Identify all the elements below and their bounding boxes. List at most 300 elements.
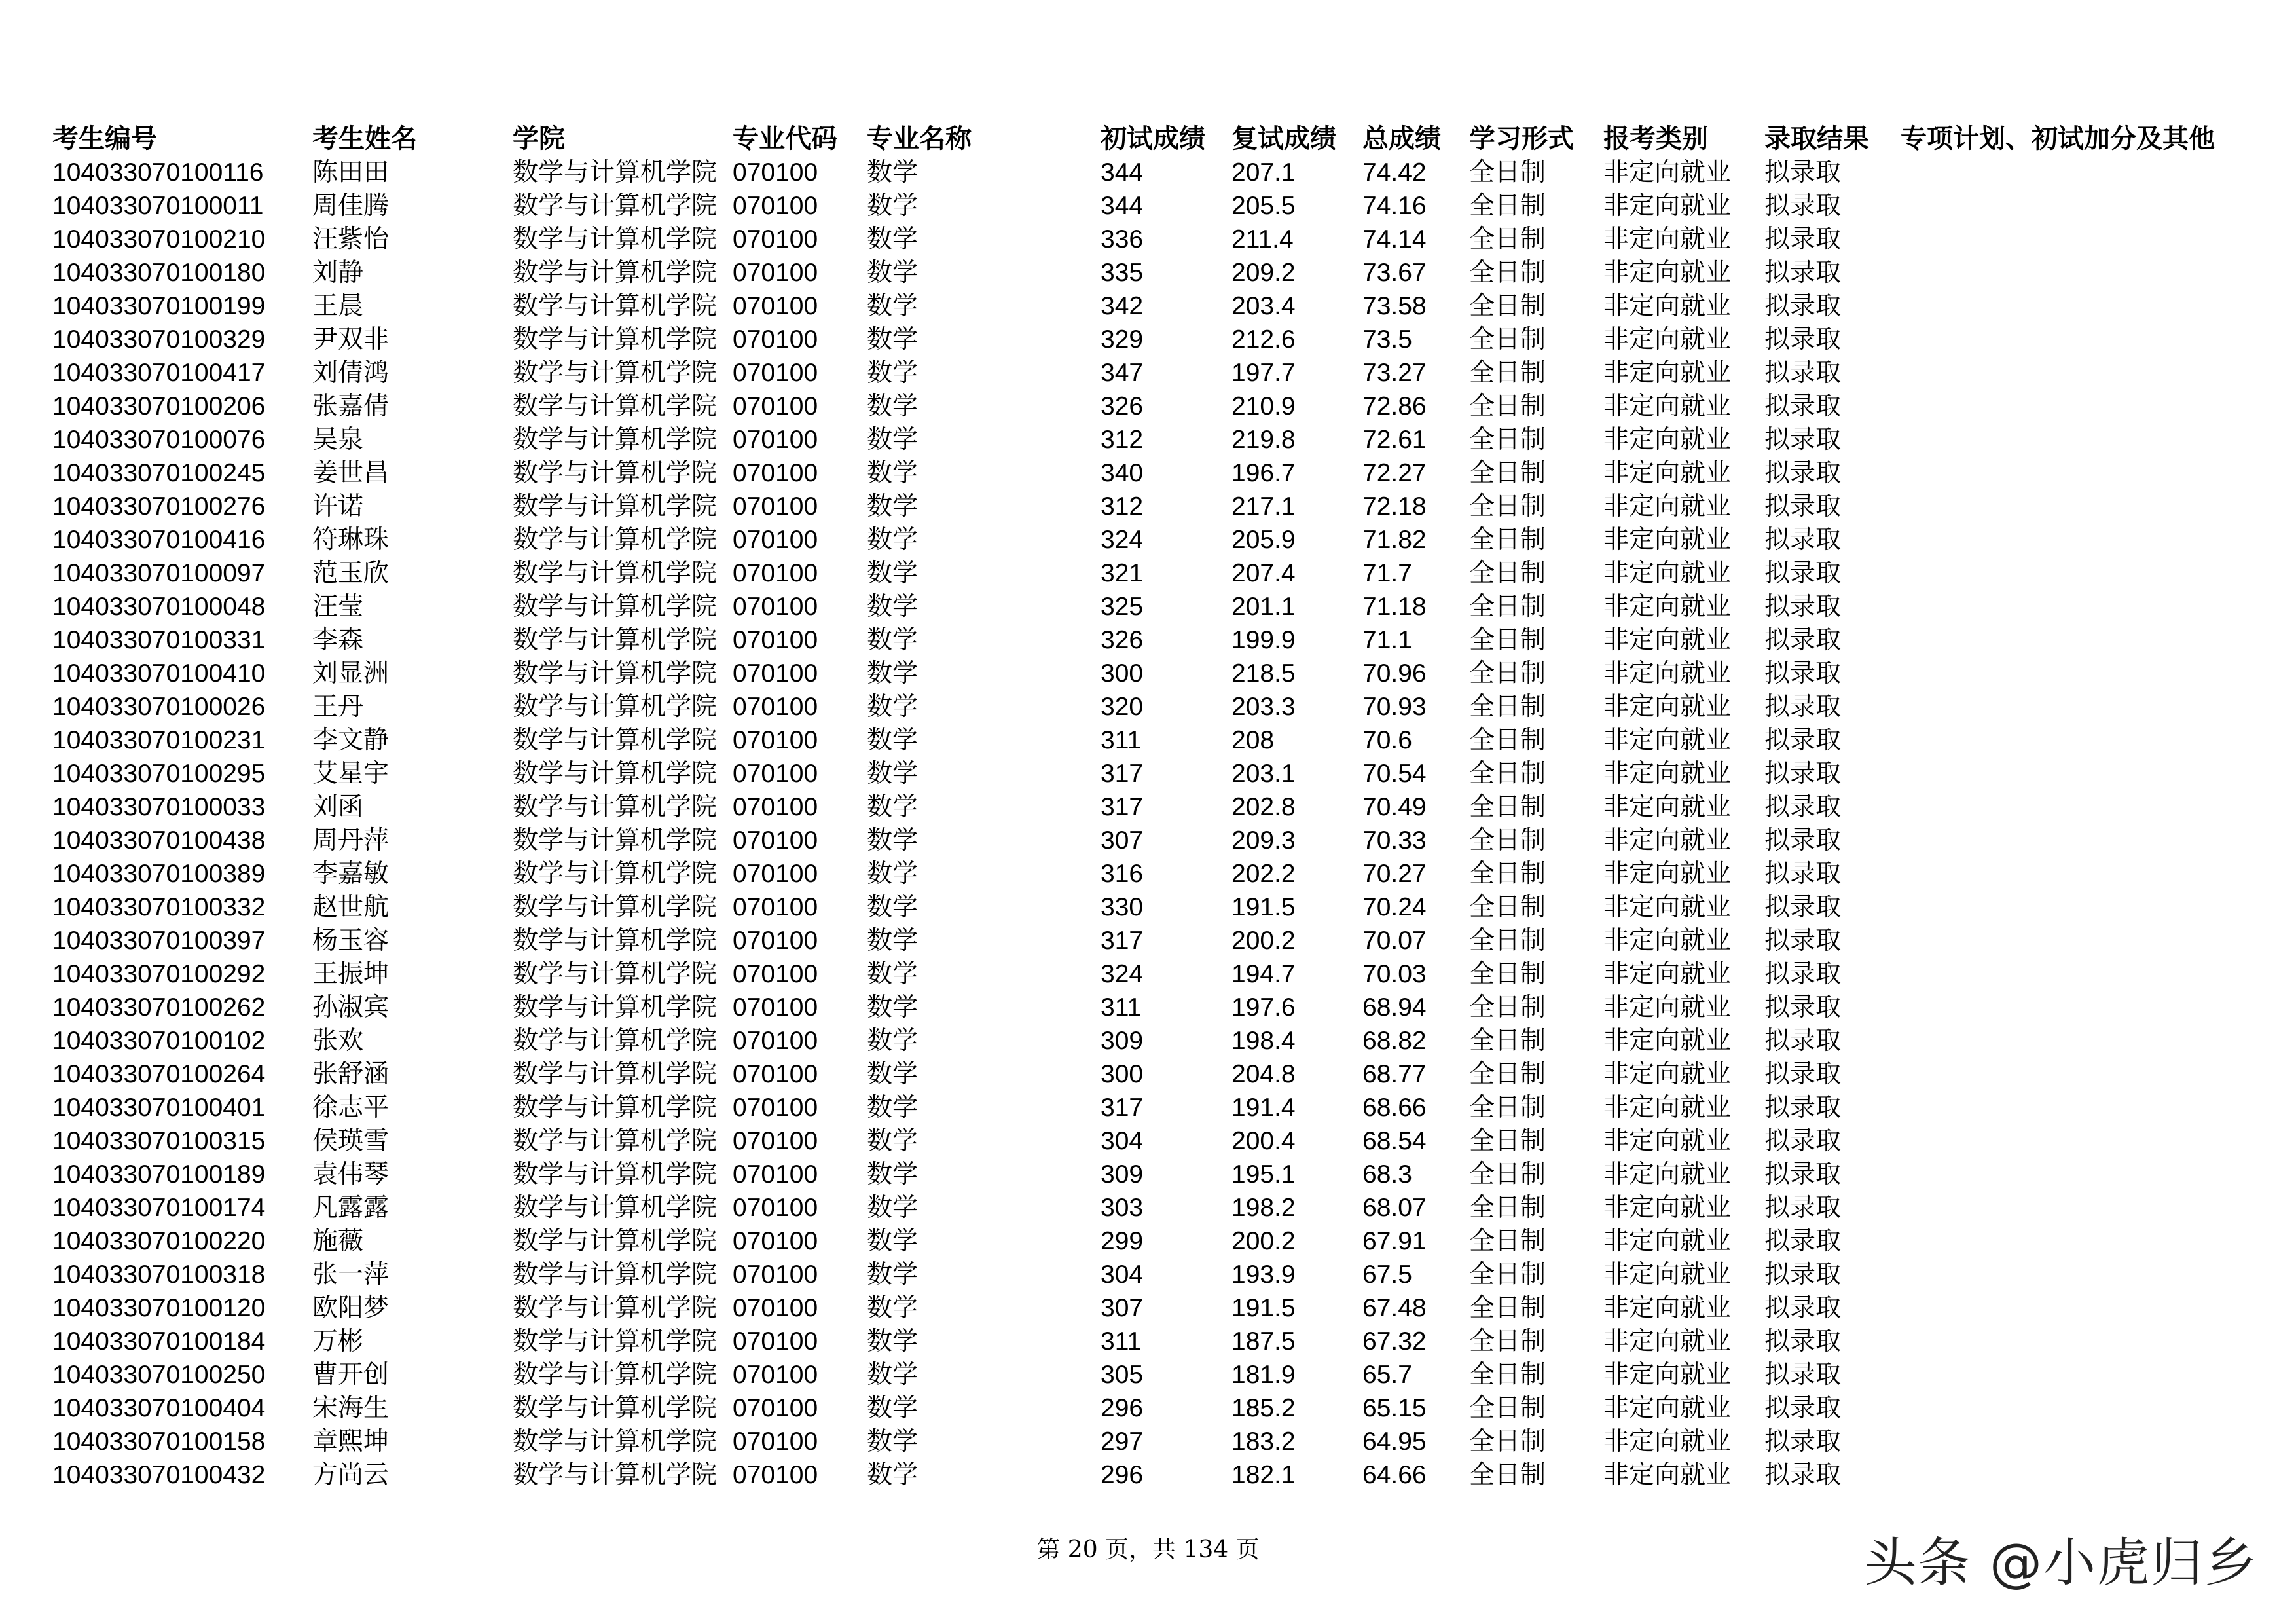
major-code-cell: 070100 [733,1160,818,1189]
major-code-cell: 070100 [733,893,818,921]
initial-score-cell: 340 [1101,459,1144,487]
initial-score-cell: 296 [1101,1394,1144,1422]
total-score-cell: 67.48 [1362,1294,1427,1322]
study-mode-cell: 全日制 [1469,525,1546,555]
table-row [52,1058,2252,1091]
notes-cell [1901,390,2252,423]
total-score-cell: 68.66 [1362,1094,1427,1122]
notes-cell [1901,1325,2252,1358]
college-cell: 数学与计算机学院 [513,1327,718,1356]
table-row [52,757,2252,790]
major-code-cell: 070100 [733,1261,818,1289]
header-retest-score: 复试成绩 [1231,124,1336,154]
admission-result-cell: 拟录取 [1764,325,1842,354]
notes-cell [1901,557,2252,590]
initial-score-cell: 312 [1101,492,1144,521]
candidate-name-cell: 范玉欣 [312,559,390,588]
category-cell: 非定向就业 [1603,1460,1732,1490]
college-cell: 数学与计算机学院 [513,1260,718,1289]
retest-score-cell: 181.9 [1231,1361,1296,1389]
table-row [52,1191,2252,1225]
major-name-cell: 数学 [867,759,919,788]
total-score-cell: 73.58 [1362,292,1427,320]
admission-table [52,122,2252,1492]
total-score-cell: 74.14 [1362,225,1427,253]
retest-score-cell: 217.1 [1231,492,1296,521]
total-score-cell: 68.77 [1362,1060,1427,1088]
admission-result-cell: 拟录取 [1764,1227,1842,1256]
category-cell: 非定向就业 [1603,1126,1732,1156]
college-cell: 数学与计算机学院 [513,225,718,254]
table-row [52,790,2252,824]
major-code-cell: 070100 [733,526,818,554]
admission-result-cell: 拟录取 [1764,1160,1842,1189]
candidate-id-cell: 104033070100315 [52,1127,266,1155]
major-name-cell: 数学 [867,559,919,588]
major-code-cell: 070100 [733,726,818,754]
study-mode-cell: 全日制 [1469,826,1546,855]
table-row [52,924,2252,957]
initial-score-cell: 317 [1101,793,1144,821]
major-code-cell: 070100 [733,1394,818,1422]
major-name-cell: 数学 [867,592,919,621]
notes-cell [1901,623,2252,657]
study-mode-cell: 全日制 [1469,759,1546,788]
candidate-id-cell: 104033070100011 [52,192,264,220]
retest-score-cell: 200.2 [1231,1227,1296,1255]
study-mode-cell: 全日制 [1469,959,1546,989]
category-cell: 非定向就业 [1603,692,1732,722]
candidate-id-cell: 104033070100295 [52,760,266,788]
major-code-cell: 070100 [733,292,818,320]
retest-score-cell: 201.1 [1231,593,1296,621]
table-body [52,156,2252,1492]
major-name-cell: 数学 [867,659,919,688]
study-mode-cell: 全日制 [1469,1193,1546,1223]
notes-cell [1901,1091,2252,1124]
college-cell: 数学与计算机学院 [513,392,718,421]
college-cell: 数学与计算机学院 [513,191,718,221]
candidate-name-cell: 徐志平 [312,1093,390,1122]
candidate-id-cell: 104033070100438 [52,826,266,855]
major-code-cell: 070100 [733,927,818,955]
notes-cell [1901,924,2252,957]
admission-result-cell: 拟录取 [1764,659,1842,688]
table-row [52,1158,2252,1191]
table-header [52,122,2252,156]
total-score-cell: 68.54 [1362,1127,1427,1155]
header-candidate-id: 考生编号 [52,124,157,154]
category-cell: 非定向就业 [1603,392,1732,421]
retest-score-cell: 205.9 [1231,526,1296,554]
candidate-id-cell: 104033070100210 [52,225,266,253]
initial-score-cell: 347 [1101,359,1144,387]
candidate-id-cell: 104033070100401 [52,1094,266,1122]
major-name-cell: 数学 [867,358,919,388]
header-college: 学院 [513,124,565,154]
initial-score-cell: 300 [1101,1060,1144,1088]
admission-result-cell: 拟录取 [1764,1260,1842,1289]
major-name-cell: 数学 [867,1126,919,1156]
initial-score-cell: 304 [1101,1127,1144,1155]
candidate-id-cell: 104033070100262 [52,993,266,1022]
retest-score-cell: 198.2 [1231,1194,1296,1222]
total-score-cell: 72.86 [1362,392,1427,420]
major-code-cell: 070100 [733,1361,818,1389]
table-row [52,490,2252,523]
initial-score-cell: 300 [1101,659,1144,688]
notes-cell [1901,757,2252,790]
major-code-cell: 070100 [733,793,818,821]
candidate-name-cell: 周丹萍 [312,826,390,855]
candidate-id-cell: 104033070100432 [52,1461,266,1489]
retest-score-cell: 205.5 [1231,192,1296,220]
college-cell: 数学与计算机学院 [513,1227,718,1256]
retest-score-cell: 202.8 [1231,793,1296,821]
candidate-name-cell: 刘倩鸿 [312,358,390,388]
college-cell: 数学与计算机学院 [513,726,718,755]
category-cell: 非定向就业 [1603,291,1732,321]
candidate-name-cell: 许诺 [312,492,364,521]
candidate-id-cell: 104033070100220 [52,1227,266,1255]
initial-score-cell: 317 [1101,760,1144,788]
study-mode-cell: 全日制 [1469,1427,1546,1456]
initial-score-cell: 311 [1101,726,1142,754]
total-score-cell: 68.94 [1362,993,1427,1022]
major-name-cell: 数学 [867,191,919,221]
table-row [52,724,2252,757]
college-cell: 数学与计算机学院 [513,893,718,922]
header-initial-score: 初试成绩 [1101,124,1205,154]
category-cell: 非定向就业 [1603,926,1732,955]
candidate-id-cell: 104033070100404 [52,1394,266,1422]
major-name-cell: 数学 [867,826,919,855]
candidate-name-cell: 符琳珠 [312,525,390,555]
admission-result-cell: 拟录取 [1764,1126,1842,1156]
study-mode-cell: 全日制 [1469,492,1546,521]
category-cell: 非定向就业 [1603,1360,1732,1390]
candidate-id-cell: 104033070100076 [52,426,266,454]
candidate-id-cell: 104033070100189 [52,1160,266,1189]
initial-score-cell: 317 [1101,927,1144,955]
category-cell: 非定向就业 [1603,726,1732,755]
admission-result-cell: 拟录取 [1764,191,1842,221]
candidate-name-cell: 汪紫怡 [312,225,390,254]
category-cell: 非定向就业 [1603,1293,1732,1323]
notes-cell [1901,490,2252,523]
candidate-name-cell: 刘静 [312,258,364,287]
candidate-id-cell: 104033070100206 [52,392,266,420]
major-code-cell: 070100 [733,1060,818,1088]
candidate-name-cell: 李嘉敏 [312,859,390,889]
category-cell: 非定向就业 [1603,358,1732,388]
study-mode-cell: 全日制 [1469,1026,1546,1056]
notes-cell [1901,991,2252,1024]
notes-cell [1901,657,2252,690]
table-row [52,957,2252,991]
initial-score-cell: 326 [1101,392,1144,420]
study-mode-cell: 全日制 [1469,1227,1546,1256]
study-mode-cell: 全日制 [1469,291,1546,321]
college-cell: 数学与计算机学院 [513,458,718,488]
initial-score-cell: 335 [1101,259,1144,287]
study-mode-cell: 全日制 [1469,993,1546,1022]
college-cell: 数学与计算机学院 [513,592,718,621]
study-mode-cell: 全日制 [1469,893,1546,922]
category-cell: 非定向就业 [1603,492,1732,521]
study-mode-cell: 全日制 [1469,1093,1546,1122]
major-name-cell: 数学 [867,325,919,354]
college-cell: 数学与计算机学院 [513,1060,718,1089]
admission-result-cell: 拟录取 [1764,726,1842,755]
college-cell: 数学与计算机学院 [513,692,718,722]
notes-cell [1901,1158,2252,1191]
retest-score-cell: 199.9 [1231,626,1296,654]
category-cell: 非定向就业 [1603,1427,1732,1456]
total-score-cell: 70.96 [1362,659,1427,688]
initial-score-cell: 342 [1101,292,1144,320]
major-code-cell: 070100 [733,1327,818,1356]
major-name-cell: 数学 [867,1026,919,1056]
table-row [52,523,2252,557]
notes-cell [1901,724,2252,757]
candidate-id-cell: 104033070100250 [52,1361,266,1389]
admission-result-cell: 拟录取 [1764,458,1842,488]
initial-score-cell: 321 [1101,559,1144,587]
study-mode-cell: 全日制 [1469,1126,1546,1156]
total-score-cell: 70.33 [1362,826,1427,855]
candidate-name-cell: 汪莹 [312,592,364,621]
total-score-cell: 71.1 [1362,626,1412,654]
header-category: 报考类别 [1603,124,1708,154]
table-row [52,1258,2252,1291]
header-total-score: 总成绩 [1362,124,1441,154]
candidate-name-cell: 王振坤 [312,959,390,989]
candidate-name-cell: 姜世昌 [312,458,390,488]
total-score-cell: 72.61 [1362,426,1427,454]
candidate-id-cell: 104033070100245 [52,459,266,487]
table-row [52,1091,2252,1124]
initial-score-cell: 312 [1101,426,1144,454]
table-row [52,1225,2252,1258]
admission-result-cell: 拟录取 [1764,993,1842,1022]
header-major-name: 专业名称 [867,124,972,154]
major-name-cell: 数学 [867,1060,919,1089]
candidate-name-cell: 刘显洲 [312,659,390,688]
initial-score-cell: 316 [1101,860,1144,888]
candidate-id-cell: 104033070100332 [52,893,266,921]
study-mode-cell: 全日制 [1469,1460,1546,1490]
retest-score-cell: 191.5 [1231,893,1296,921]
initial-score-cell: 326 [1101,626,1144,654]
total-score-cell: 70.24 [1362,893,1427,921]
table-row [52,824,2252,857]
notes-cell [1901,957,2252,991]
category-cell: 非定向就业 [1603,191,1732,221]
table-row [52,1425,2252,1458]
major-name-cell: 数学 [867,1193,919,1223]
study-mode-cell: 全日制 [1469,358,1546,388]
notes-cell [1901,156,2252,189]
admission-result-cell: 拟录取 [1764,158,1842,187]
major-name-cell: 数学 [867,392,919,421]
major-name-cell: 数学 [867,1160,919,1189]
candidate-id-cell: 104033070100174 [52,1194,266,1222]
candidate-name-cell: 章熙坤 [312,1427,390,1456]
retest-score-cell: 193.9 [1231,1261,1296,1289]
candidate-id-cell: 104033070100276 [52,492,266,521]
candidate-name-cell: 吴泉 [312,425,364,454]
header-admission-result: 录取结果 [1764,124,1869,154]
college-cell: 数学与计算机学院 [513,291,718,321]
admission-result-cell: 拟录取 [1764,1460,1842,1490]
study-mode-cell: 全日制 [1469,1160,1546,1189]
college-cell: 数学与计算机学院 [513,1026,718,1056]
total-score-cell: 72.18 [1362,492,1427,521]
candidate-id-cell: 104033070100158 [52,1428,266,1456]
major-name-cell: 数学 [867,993,919,1022]
admission-result-cell: 拟录取 [1764,959,1842,989]
notes-cell [1901,323,2252,356]
notes-cell [1901,1358,2252,1392]
initial-score-cell: 297 [1101,1428,1144,1456]
candidate-id-cell: 104033070100120 [52,1294,266,1322]
admission-result-cell: 拟录取 [1764,258,1842,287]
major-code-cell: 070100 [733,158,818,187]
candidate-name-cell: 杨玉容 [312,926,390,955]
major-name-cell: 数学 [867,1460,919,1490]
total-score-cell: 70.49 [1362,793,1427,821]
major-name-cell: 数学 [867,1227,919,1256]
study-mode-cell: 全日制 [1469,1260,1546,1289]
retest-score-cell: 209.2 [1231,259,1296,287]
study-mode-cell: 全日制 [1469,726,1546,755]
table-row [52,1358,2252,1392]
table-row [52,156,2252,189]
retest-score-cell: 196.7 [1231,459,1296,487]
initial-score-cell: 317 [1101,1094,1144,1122]
table-row [52,289,2252,323]
retest-score-cell: 191.5 [1231,1294,1296,1322]
major-code-cell: 070100 [733,259,818,287]
category-cell: 非定向就业 [1603,559,1732,588]
retest-score-cell: 191.4 [1231,1094,1296,1122]
candidate-name-cell: 李文静 [312,726,390,755]
total-score-cell: 71.82 [1362,526,1427,554]
candidate-name-cell: 曹开创 [312,1360,390,1390]
admission-result-cell: 拟录取 [1764,1327,1842,1356]
major-name-cell: 数学 [867,726,919,755]
notes-cell [1901,857,2252,891]
major-code-cell: 070100 [733,225,818,253]
candidate-name-cell: 侯瑛雪 [312,1126,390,1156]
total-score-cell: 73.5 [1362,325,1412,354]
notes-cell [1901,189,2252,223]
admission-result-cell: 拟录取 [1764,859,1842,889]
table-row [52,1291,2252,1325]
candidate-name-cell: 李森 [312,625,364,655]
study-mode-cell: 全日制 [1469,692,1546,722]
study-mode-cell: 全日制 [1469,659,1546,688]
retest-score-cell: 212.6 [1231,325,1296,354]
total-score-cell: 70.93 [1362,693,1427,721]
major-name-cell: 数学 [867,1427,919,1456]
total-score-cell: 70.27 [1362,860,1427,888]
admission-result-cell: 拟录取 [1764,1293,1842,1323]
candidate-id-cell: 104033070100416 [52,526,266,554]
total-score-cell: 70.54 [1362,760,1427,788]
retest-score-cell: 203.4 [1231,292,1296,320]
study-mode-cell: 全日制 [1469,225,1546,254]
initial-score-cell: 344 [1101,158,1144,187]
total-score-cell: 68.82 [1362,1027,1427,1055]
candidate-name-cell: 周佳腾 [312,191,390,221]
candidate-name-cell: 欧阳梦 [312,1293,390,1323]
table-row [52,590,2252,623]
college-cell: 数学与计算机学院 [513,559,718,588]
notes-cell [1901,1191,2252,1225]
watermark: 头条 @小虎归乡 [1864,1532,2258,1593]
initial-score-cell: 309 [1101,1027,1144,1055]
admission-result-cell: 拟录取 [1764,893,1842,922]
category-cell: 非定向就业 [1603,525,1732,555]
initial-score-cell: 324 [1101,526,1144,554]
category-cell: 非定向就业 [1603,1160,1732,1189]
table-row [52,1392,2252,1425]
study-mode-cell: 全日制 [1469,1060,1546,1089]
total-score-cell: 71.18 [1362,593,1427,621]
table-row [52,1024,2252,1058]
candidate-id-cell: 104033070100231 [52,726,266,754]
category-cell: 非定向就业 [1603,1026,1732,1056]
table-row [52,189,2252,223]
major-name-cell: 数学 [867,792,919,822]
candidate-name-cell: 施薇 [312,1227,364,1256]
initial-score-cell: 320 [1101,693,1144,721]
major-code-cell: 070100 [733,1194,818,1222]
category-cell: 非定向就业 [1603,1193,1732,1223]
candidate-id-cell: 104033070100397 [52,927,266,955]
college-cell: 数学与计算机学院 [513,959,718,989]
major-name-cell: 数学 [867,525,919,555]
category-cell: 非定向就业 [1603,1327,1732,1356]
initial-score-cell: 311 [1101,993,1142,1022]
major-code-cell: 070100 [733,426,818,454]
college-cell: 数学与计算机学院 [513,1160,718,1189]
total-score-cell: 70.03 [1362,960,1427,988]
table-row [52,690,2252,724]
college-cell: 数学与计算机学院 [513,659,718,688]
candidate-id-cell: 104033070100184 [52,1327,266,1356]
retest-score-cell: 200.2 [1231,927,1296,955]
college-cell: 数学与计算机学院 [513,425,718,454]
major-code-cell: 070100 [733,1461,818,1489]
candidate-id-cell: 104033070100102 [52,1027,266,1055]
admission-result-cell: 拟录取 [1764,926,1842,955]
admission-result-cell: 拟录取 [1764,425,1842,454]
candidate-id-cell: 104033070100180 [52,259,266,287]
initial-score-cell: 330 [1101,893,1144,921]
table-row [52,1325,2252,1358]
category-cell: 非定向就业 [1603,1060,1732,1089]
candidate-name-cell: 张舒涵 [312,1060,390,1089]
notes-cell [1901,1225,2252,1258]
notes-cell [1901,1291,2252,1325]
major-code-cell: 070100 [733,960,818,988]
candidate-id-cell: 104033070100048 [52,593,266,621]
college-cell: 数学与计算机学院 [513,358,718,388]
retest-score-cell: 219.8 [1231,426,1296,454]
